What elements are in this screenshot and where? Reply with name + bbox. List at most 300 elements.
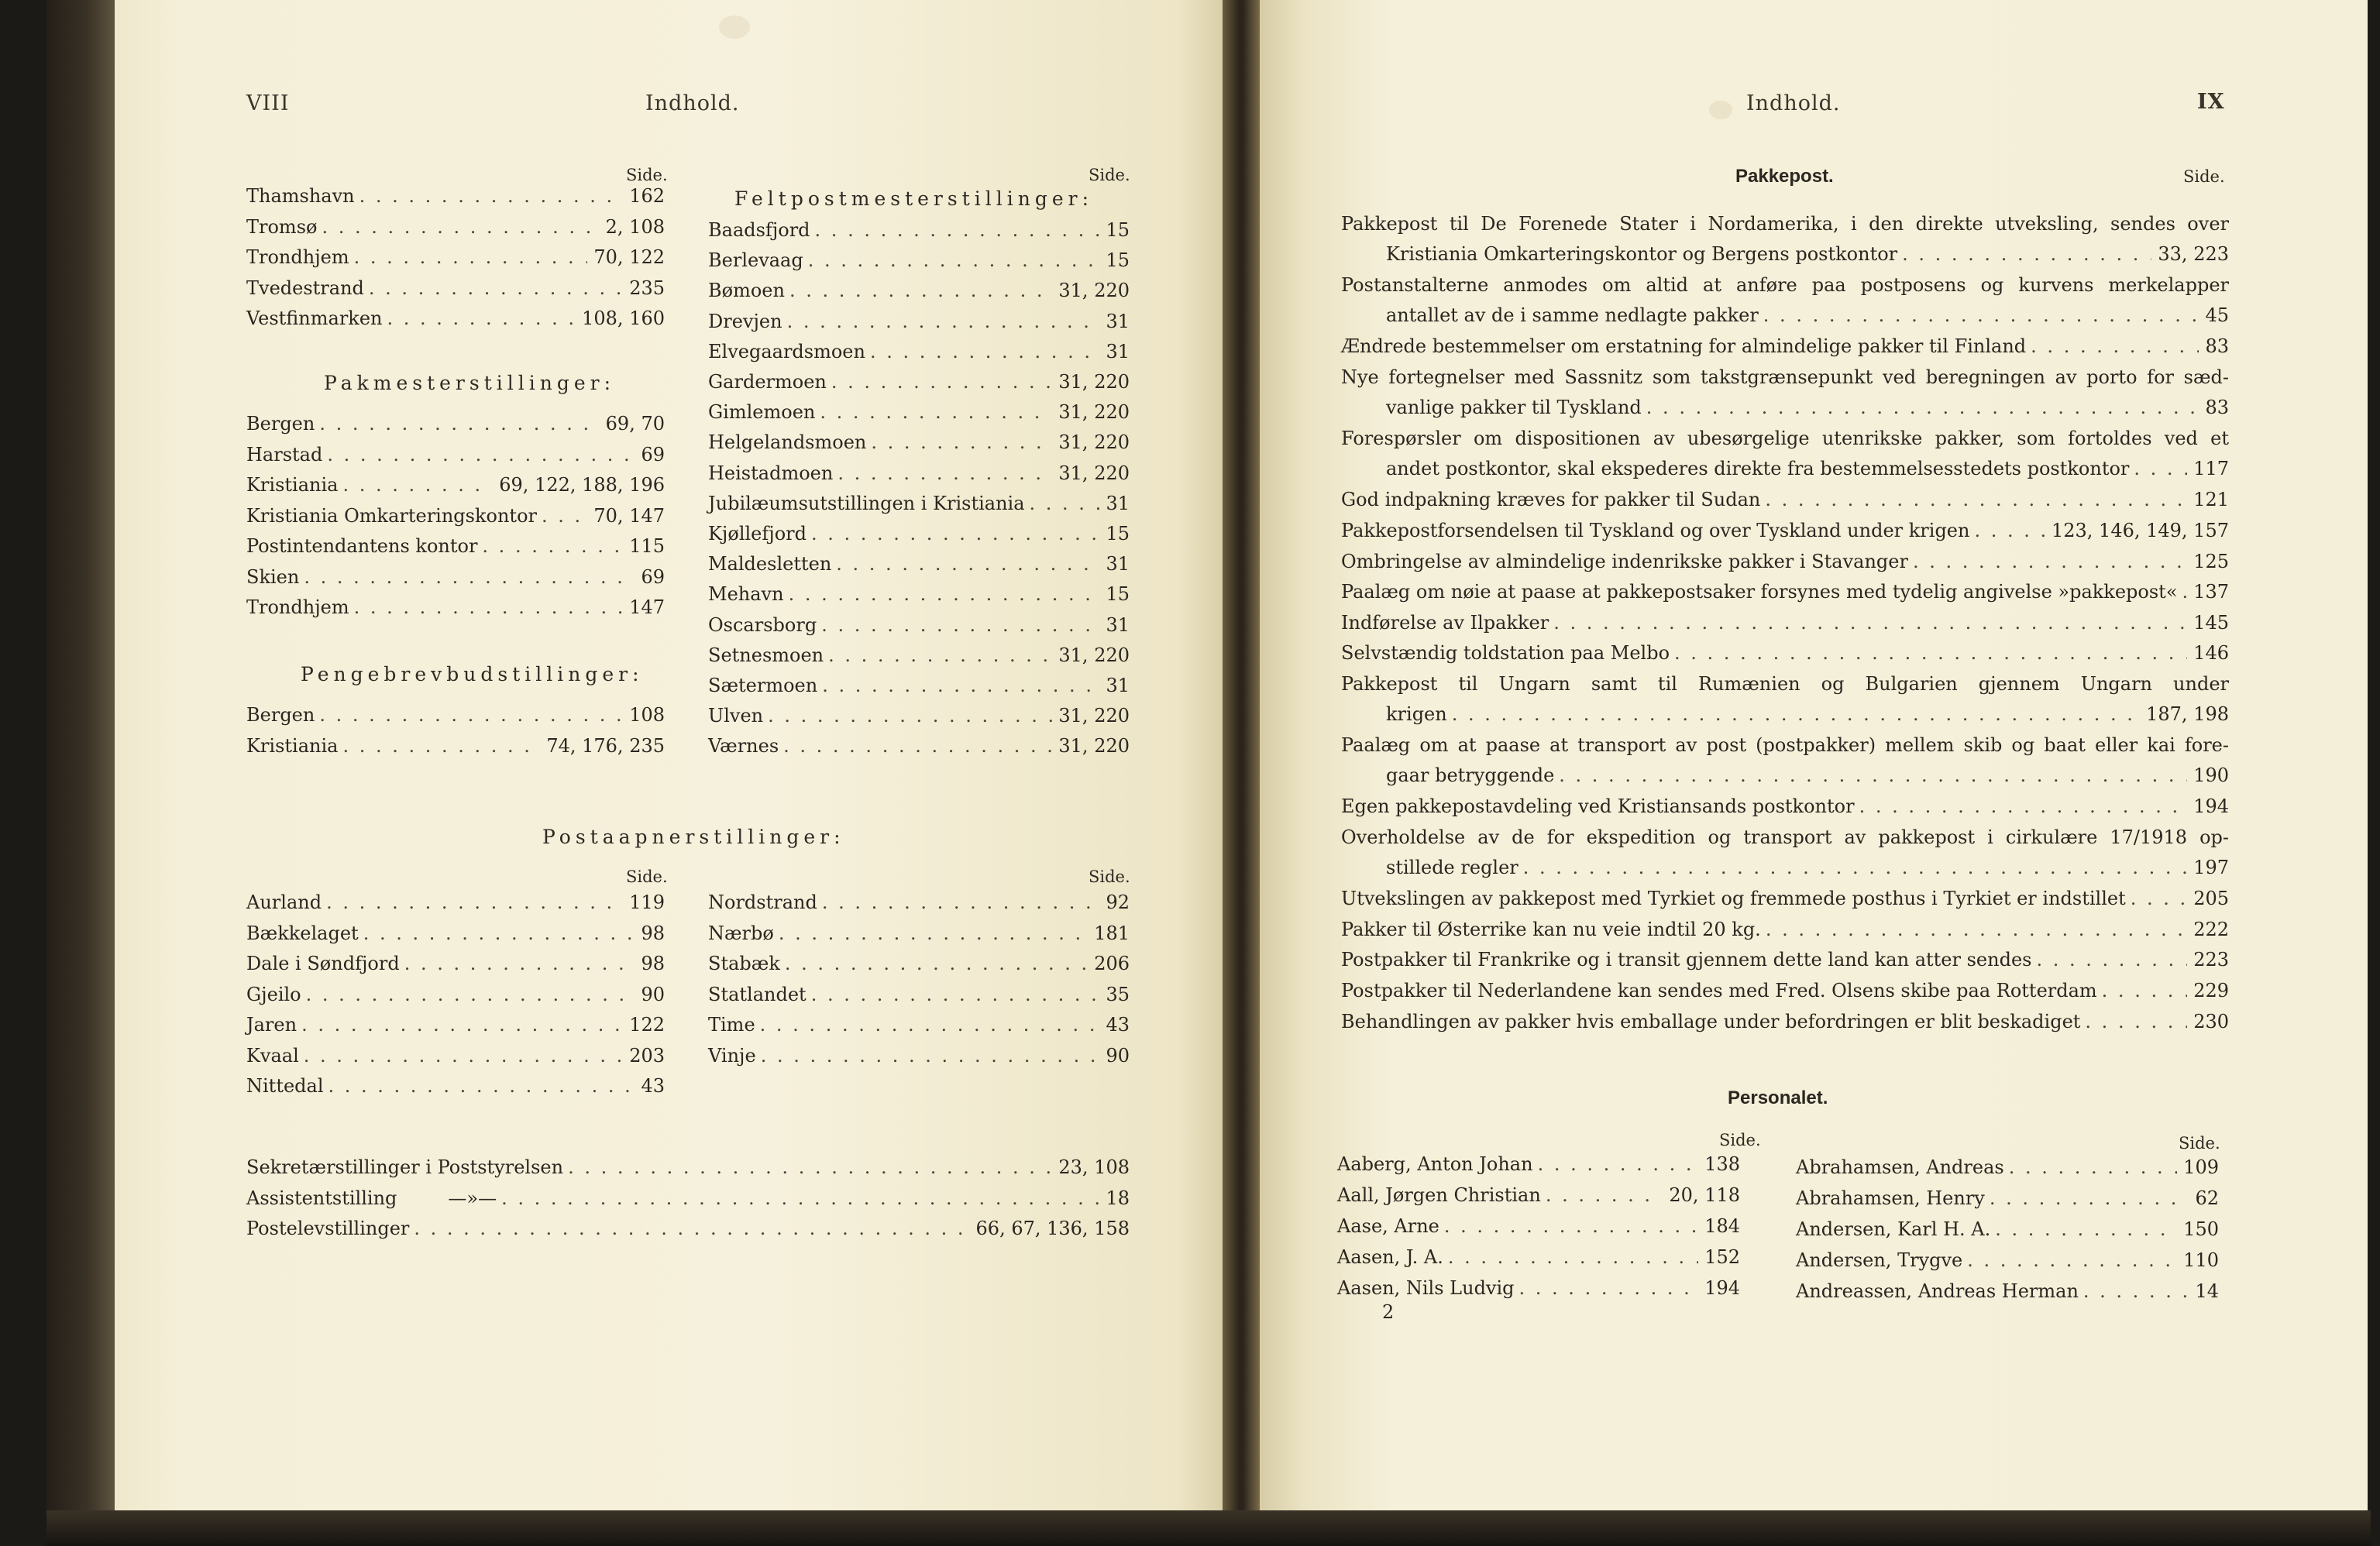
entry-title: Aall, Jørgen Christian <box>1337 1184 1541 1206</box>
entry-title: Vinje <box>708 1044 756 1067</box>
entry-title: Paalæg om at paase at transport av post (postpakker) mellem skib og baat eller kai fore- <box>1341 734 2229 757</box>
leader-dots <box>768 701 1052 731</box>
entry-title: Aasen, Nils Ludvig <box>1337 1277 1515 1299</box>
page-ref: 83 <box>2205 397 2229 418</box>
toc-entry <box>1341 945 2229 975</box>
entry-title: Andersen, Karl H. A. <box>1796 1218 1991 1240</box>
toc-entry <box>246 980 665 1010</box>
page-ref: 31, 220 <box>1058 280 1130 302</box>
entry-title: Postanstalterne anmodes om altid at anføre paa postposens og kurvens merkelapper <box>1341 274 2229 297</box>
entry-title: Time <box>708 1014 755 1036</box>
leader-dots <box>821 610 1099 641</box>
leader-dots <box>789 276 1052 306</box>
entry-title: Thamshavn <box>246 185 355 207</box>
entry-title-continued: gaar betryggende <box>1386 764 1555 787</box>
entry-title: Harstad <box>246 443 323 466</box>
page-ref: 62 <box>2195 1187 2219 1209</box>
page-ref: 162 <box>629 185 665 207</box>
leader-dots <box>783 731 1052 761</box>
entry-title: Jaren <box>246 1014 298 1036</box>
leader-dots <box>1559 761 2187 791</box>
toc-entry <box>708 1010 1130 1040</box>
page-ref: 187, 198 <box>2146 703 2229 725</box>
entry-title: Trondhjem <box>246 246 349 268</box>
leader-dots <box>815 215 1100 246</box>
entry-title: Skien <box>246 565 300 588</box>
toc-entry <box>708 919 1130 949</box>
toc-entry <box>246 1153 1130 1183</box>
toc-entry <box>246 731 665 761</box>
leader-dots <box>871 428 1052 458</box>
leader-dots <box>822 888 1100 918</box>
entry-title: Kristiania <box>246 734 339 757</box>
leader-dots <box>1990 1184 2189 1214</box>
toc-entry <box>246 949 665 979</box>
right-page <box>1260 0 2368 1510</box>
leader-dots <box>1546 1180 1663 1211</box>
toc-entry <box>1341 608 2229 638</box>
page-ref: 14 <box>2195 1280 2219 1302</box>
signature-mark: 2 <box>1382 1301 1395 1323</box>
entry-title: Kjøllefjord <box>708 523 807 545</box>
leader-dots <box>1448 1242 1698 1273</box>
leader-dots <box>1519 1273 1699 1304</box>
entry-title: Jubilæumsutstillingen i Kristiania <box>708 492 1025 514</box>
entry-title-continued: antallet av de i samme nedlagte pakker <box>1386 304 1759 327</box>
page-ref: 31, 220 <box>1058 644 1130 666</box>
entry-title: Pakkepost til Ungarn samt til Rumænien og Bulgarien gjennem Ungarn under <box>1341 673 2229 695</box>
entry-title-continued: krigen <box>1386 703 1447 725</box>
page-ref: 92 <box>1106 892 1130 913</box>
toc-entry <box>708 337 1130 367</box>
toc-entry <box>708 888 1130 918</box>
toc-entry <box>708 428 1130 458</box>
leader-dots <box>789 579 1100 610</box>
toc-entry <box>246 1214 1130 1244</box>
page-ref: 206 <box>1094 953 1130 974</box>
entry-title: Abrahamsen, Henry <box>1796 1187 1985 1209</box>
toc-entry <box>708 307 1130 337</box>
page-ref: 31, 220 <box>1058 401 1130 424</box>
entry-title: Ombringelse av almindelige indenrikske pakker i Stavanger <box>1341 550 1908 572</box>
toc-entry <box>1341 792 2229 822</box>
entry-continuation <box>1341 301 2229 331</box>
page-ref: 31 <box>1106 553 1130 575</box>
section-heading-pengebrev: Pengebrevbudstillinger: <box>301 663 644 685</box>
entry-title: Setnesmoen <box>708 644 824 666</box>
entry-title: Nye fortegnelser med Sassnitz som takstgrænsepunkt ved beregningen av porto for sæd- <box>1341 366 2229 388</box>
entry-title: Tromsø <box>246 215 318 238</box>
page-ref: 69, 122, 188, 196 <box>499 474 665 496</box>
leader-dots <box>828 641 1052 671</box>
toc-entry <box>1341 823 2229 883</box>
page-ref: 122 <box>629 1014 665 1036</box>
page-ref: 109 <box>2183 1156 2219 1178</box>
page-ref: 138 <box>1704 1153 1740 1175</box>
page-ref: 33, 223 <box>2158 243 2229 265</box>
toc-entry <box>246 531 665 562</box>
leader-dots <box>1452 699 2140 730</box>
entry-title: Oscarsborg <box>708 613 817 636</box>
toc-entry <box>1337 1242 1740 1273</box>
toc-entry <box>1337 1180 1740 1211</box>
entry-continuation <box>1341 761 2229 791</box>
page-ref: 146 <box>2193 642 2229 665</box>
entry-title: Bømoen <box>708 280 785 302</box>
book-bottom-edge <box>46 1510 2371 1546</box>
page-ref: 98 <box>641 922 665 944</box>
page-ref: 45 <box>2205 304 2229 327</box>
section-heading-pakkepost: Pakkepost. <box>1735 166 1834 187</box>
toc-entry <box>246 409 665 439</box>
toc-entry <box>708 980 1130 1010</box>
leader-dots <box>811 519 1099 549</box>
page-ref: 31 <box>1106 340 1130 362</box>
page-ref: 31 <box>1106 675 1130 696</box>
entry-title: Kristiania <box>246 474 339 496</box>
toc-entry <box>1341 332 2229 362</box>
page-ref: 98 <box>641 953 665 974</box>
leader-dots <box>779 919 1088 949</box>
leader-dots <box>482 531 623 562</box>
leader-dots <box>2036 945 2187 975</box>
leader-dots <box>1859 792 2188 822</box>
entry-title: Ændrede bestemmelser om erstatning for almindelige pakker til Finland <box>1341 335 2027 358</box>
leader-dots <box>1763 301 2199 331</box>
toc-entry <box>1341 362 2229 423</box>
entry-title: Nittedal <box>246 1075 324 1097</box>
leader-dots <box>387 304 576 334</box>
entry-title: Statlandet <box>708 983 807 1005</box>
toc-entry <box>708 671 1130 701</box>
page-ref: 20, 118 <box>1669 1184 1740 1206</box>
leader-dots <box>1444 1211 1698 1242</box>
entry-title-continued: andet postkontor, skal ekspederes direkte fra bestemmelsesstedets postkontor <box>1386 458 2130 480</box>
entry-title: Værnes <box>708 735 779 758</box>
page-ref: 43 <box>641 1075 665 1097</box>
entry-title: Andreassen, Andreas Herman <box>1796 1280 2079 1302</box>
left-page <box>115 0 1223 1510</box>
leader-dots <box>2009 1153 2178 1183</box>
leader-dots <box>2182 577 2188 607</box>
toc-entry <box>246 919 665 949</box>
entry-title: Trondhjem <box>246 596 349 618</box>
toc-entry <box>1337 1149 1740 1180</box>
entry-title: Postintendantens kontor <box>246 535 478 557</box>
leader-dots <box>836 549 1099 579</box>
page-ref: 90 <box>1106 1044 1130 1067</box>
page-ref: 15 <box>1106 523 1130 545</box>
page-ref: 205 <box>2193 888 2229 910</box>
page-ref: 31 <box>1106 613 1130 636</box>
running-head: Indhold. <box>1746 91 1841 115</box>
page-ref: 108 <box>629 704 665 726</box>
side-label: Side. <box>626 166 668 184</box>
toc-entry <box>246 181 665 211</box>
toc-entry <box>1796 1214 2219 1245</box>
page-ref: 31, 220 <box>1058 705 1130 727</box>
page-ref: 70, 122 <box>593 246 665 268</box>
toc-entry <box>246 440 665 470</box>
page-ref: 83 <box>2205 335 2229 358</box>
toc-entry <box>708 215 1130 246</box>
entry-title: Egen pakkepostavdeling ved Kristiansands postkontor <box>1341 795 1855 818</box>
entry-title: Maldesletten <box>708 553 832 575</box>
page-ref: 31, 220 <box>1058 462 1130 484</box>
entry-title: Pakkepost til De Forenede Stater i Nordamerika, i den direkte utveksling, sendes over <box>1341 213 2229 235</box>
paper-stain <box>1709 101 1732 119</box>
toc-entry <box>246 470 665 500</box>
page-ref: 222 <box>2193 918 2229 940</box>
toc-entry <box>1341 884 2229 914</box>
entry-title: Ulven <box>708 705 764 727</box>
page-ref: 137 <box>2193 581 2229 603</box>
toc-entry <box>246 501 665 531</box>
leader-dots <box>363 919 635 949</box>
toc-entry <box>246 1071 665 1101</box>
entry-title: Elvegaardsmoen <box>708 340 865 362</box>
leader-dots <box>319 700 623 730</box>
page-ref: 235 <box>629 277 665 299</box>
page-ref: 31, 220 <box>1058 735 1130 758</box>
leader-dots <box>1913 547 2187 577</box>
leader-dots <box>304 1041 623 1071</box>
leader-dots <box>808 246 1100 276</box>
page-ref: 194 <box>1704 1277 1740 1299</box>
entry-title: Mehavn <box>708 583 784 606</box>
entry-title: Utvekslingen av pakkepost med Tyrkiet og fremmede posthus i Tyrkiet er indstillet <box>1341 888 2126 910</box>
page-ref: 70, 147 <box>593 504 665 527</box>
entry-title: Aase, Arne <box>1337 1215 1439 1237</box>
page-ref: 31, 220 <box>1058 431 1130 454</box>
page-ref: 69 <box>641 443 665 466</box>
leader-dots <box>811 980 1100 1010</box>
toc-entry <box>246 700 665 730</box>
page-ref: 74, 176, 235 <box>546 734 665 757</box>
entry-title: Pakkepostforsendelsen til Tyskland og over Tyskland under krigen <box>1341 520 1970 541</box>
toc-entry <box>1341 485 2229 515</box>
page-ref: 119 <box>629 892 665 913</box>
page-ref: 115 <box>629 535 665 557</box>
side-label: Side. <box>1089 166 1130 184</box>
leader-dots <box>1974 516 2045 546</box>
page-ref: 190 <box>2193 764 2229 787</box>
page-ref: 197 <box>2193 857 2229 878</box>
entry-title: Assistentstilling <box>246 1187 397 1209</box>
toc-entry <box>1341 1007 2229 1037</box>
section-heading-feltpost: Feltpostmesterstillinger: <box>734 187 1094 210</box>
entry-title: Nærbø <box>708 922 774 944</box>
leader-dots <box>831 367 1053 397</box>
toc-entry <box>246 304 665 334</box>
toc-entry <box>708 701 1130 731</box>
leader-dots <box>2085 1007 2187 1037</box>
toc-entry <box>708 397 1130 428</box>
toc-entry <box>1337 1273 1740 1304</box>
toc-entry <box>246 242 665 273</box>
leader-dots <box>2083 1276 2189 1307</box>
toc-entry <box>1341 669 2229 730</box>
toc-entry <box>246 1041 665 1071</box>
entry-title-continued: vanlige pakker til Tyskland <box>1386 397 1642 418</box>
toc-entry <box>1796 1153 2219 1183</box>
entry-title: Nordstrand <box>708 892 817 913</box>
ditto-mark: —»— <box>448 1187 497 1209</box>
entry-title: Bergen <box>246 704 315 726</box>
entry-title: Bergen <box>246 413 315 435</box>
entry-title: Gimlemoen <box>708 401 816 424</box>
entry-continuation <box>1341 853 2229 883</box>
entry-title-continued: Kristiania Omkarteringskontor og Bergens postkontor <box>1386 243 1898 265</box>
section-heading-postaapner: Postaapnerstillinger: <box>542 826 845 848</box>
toc-entry <box>708 641 1130 671</box>
page-ref: 230 <box>2193 1010 2229 1032</box>
leader-dots <box>822 671 1099 701</box>
leader-dots <box>1030 489 1100 519</box>
page-ref: 15 <box>1106 583 1130 606</box>
page-ref: 150 <box>2183 1218 2219 1240</box>
running-head: Indhold. <box>645 91 740 115</box>
toc-entry <box>1341 516 2229 546</box>
leader-dots <box>414 1214 969 1244</box>
leader-dots <box>404 949 635 979</box>
entry-title: Baadsfjord <box>708 219 810 241</box>
toc-entry <box>1341 976 2229 1006</box>
leader-dots <box>354 593 624 623</box>
leader-dots <box>542 501 587 531</box>
toc-entry <box>708 276 1130 306</box>
entry-title: Abrahamsen, Andreas <box>1796 1156 2004 1178</box>
leader-dots <box>342 470 493 500</box>
page-ref: 2, 108 <box>605 215 665 238</box>
leader-dots <box>322 212 599 242</box>
toc-entry <box>246 1184 1130 1214</box>
entry-title: Sekretærstillinger i Poststyrelsen <box>246 1156 564 1178</box>
page-ref: 145 <box>2193 611 2229 634</box>
page-ref: 121 <box>2193 489 2229 511</box>
leader-dots <box>304 562 635 593</box>
toc-entry <box>708 367 1130 397</box>
entry-continuation <box>1341 454 2229 484</box>
leader-dots <box>369 273 623 304</box>
entry-title: Paalæg om nøie at paase at pakkepostsaker forsynes med tydelig angivelse »pakkepost« <box>1341 581 2178 603</box>
page-ref: 123, 146, 149, 157 <box>2051 520 2229 541</box>
page-ref: 184 <box>1704 1215 1740 1237</box>
leader-dots <box>568 1153 1052 1183</box>
leader-dots <box>319 409 599 439</box>
entry-title: Sætermoen <box>708 675 818 696</box>
entry-continuation <box>1341 699 2229 730</box>
toc-entry <box>1341 547 2229 577</box>
entry-title: Aurland <box>246 892 322 913</box>
entry-title: Drevjen <box>708 310 782 332</box>
entry-title-continued: stillede regler <box>1386 857 1518 878</box>
toc-entry <box>1796 1245 2219 1276</box>
book-binding-left <box>46 0 115 1546</box>
page-ref: 31 <box>1106 492 1130 514</box>
leader-dots <box>1967 1245 2177 1276</box>
entry-title: Indførelse av Ilpakker <box>1341 611 1549 634</box>
entry-title: Forespørsler om dispositionen av ubesørgelige utenrikske pakker, som fortoldes ved et <box>1341 428 2229 450</box>
toc-entry <box>1341 209 2229 270</box>
side-label: Side. <box>2179 1134 2220 1153</box>
entry-title: Berlevaag <box>708 249 803 272</box>
toc-entry <box>246 1010 665 1040</box>
leader-dots <box>785 949 1088 979</box>
entry-title: Kvaal <box>246 1044 299 1067</box>
page-ref: 147 <box>629 596 665 618</box>
toc-entry <box>246 593 665 623</box>
side-label: Side. <box>626 867 668 886</box>
entry-title: God indpakning kræves for pakker til Sudan <box>1341 489 1761 511</box>
toc-entry <box>708 579 1130 610</box>
leader-dots <box>1523 853 2187 883</box>
leader-dots <box>1766 915 2187 945</box>
leader-dots <box>359 181 624 211</box>
section-heading-pakmester: Pakmesterstillinger: <box>324 372 616 394</box>
leader-dots <box>2031 332 2199 362</box>
leader-dots <box>301 1010 623 1040</box>
page-number: IX <box>2197 90 2225 114</box>
leader-dots <box>1646 393 2199 423</box>
page-ref: 194 <box>2193 795 2229 818</box>
entry-title: Postpakker til Nederlandene kan sendes med Fred. Olsens skibe paa Rotterdam <box>1341 980 2097 1001</box>
page-ref: 23, 108 <box>1058 1156 1130 1178</box>
side-label: Side. <box>1089 867 1130 886</box>
paper-stain <box>719 15 750 39</box>
entry-title: Pakker til Østerrike kan nu veie indtil 20 kg. <box>1341 918 1761 940</box>
page-ref: 90 <box>641 983 665 1005</box>
entry-title: Overholdelse av de for ekspedition og transport av pakkepost i cirkulære 17/1918 op- <box>1341 826 2229 848</box>
leader-dots <box>2102 976 2188 1006</box>
page-ref: 15 <box>1106 219 1130 241</box>
toc-entry <box>708 949 1130 979</box>
leader-dots <box>326 888 623 918</box>
entry-title: Behandlingen av pakker hvis emballage under befordringen er blit beskadiget <box>1341 1010 2081 1032</box>
entry-title: Postelevstillinger <box>246 1218 410 1239</box>
entry-title: Bækkelaget <box>246 922 359 944</box>
entry-title: Tvedestrand <box>246 277 364 299</box>
leader-dots <box>306 980 635 1010</box>
toc-entry <box>1341 424 2229 484</box>
toc-entry <box>1796 1184 2219 1214</box>
leader-dots <box>2131 884 2187 914</box>
leader-dots <box>1538 1149 1699 1180</box>
toc-entry <box>708 610 1130 641</box>
entry-title: Andersen, Trygve <box>1796 1249 1963 1271</box>
leader-dots <box>870 337 1099 367</box>
toc-entry <box>708 1041 1130 1071</box>
entry-title: Dale i Søndfjord <box>246 953 400 974</box>
page-ref: 15 <box>1106 249 1130 272</box>
page-ref: 110 <box>2183 1249 2219 1271</box>
page-ref: 229 <box>2193 980 2229 1001</box>
book-gutter <box>1223 0 1260 1546</box>
leader-dots <box>327 440 635 470</box>
page-ref: 31 <box>1106 310 1130 332</box>
leader-dots <box>761 1041 1100 1071</box>
leader-dots <box>2134 454 2187 484</box>
entry-title: Aaberg, Anton Johan <box>1337 1153 1533 1175</box>
toc-entry <box>1341 638 2229 668</box>
toc-entry <box>246 212 665 242</box>
entry-continuation <box>1341 239 2229 270</box>
page-ref: 31, 220 <box>1058 371 1130 393</box>
toc-entry <box>1341 577 2229 607</box>
entry-title: Helgelandsmoen <box>708 431 867 454</box>
page-ref: 108, 160 <box>582 307 665 329</box>
page-ref: 35 <box>1106 983 1130 1005</box>
